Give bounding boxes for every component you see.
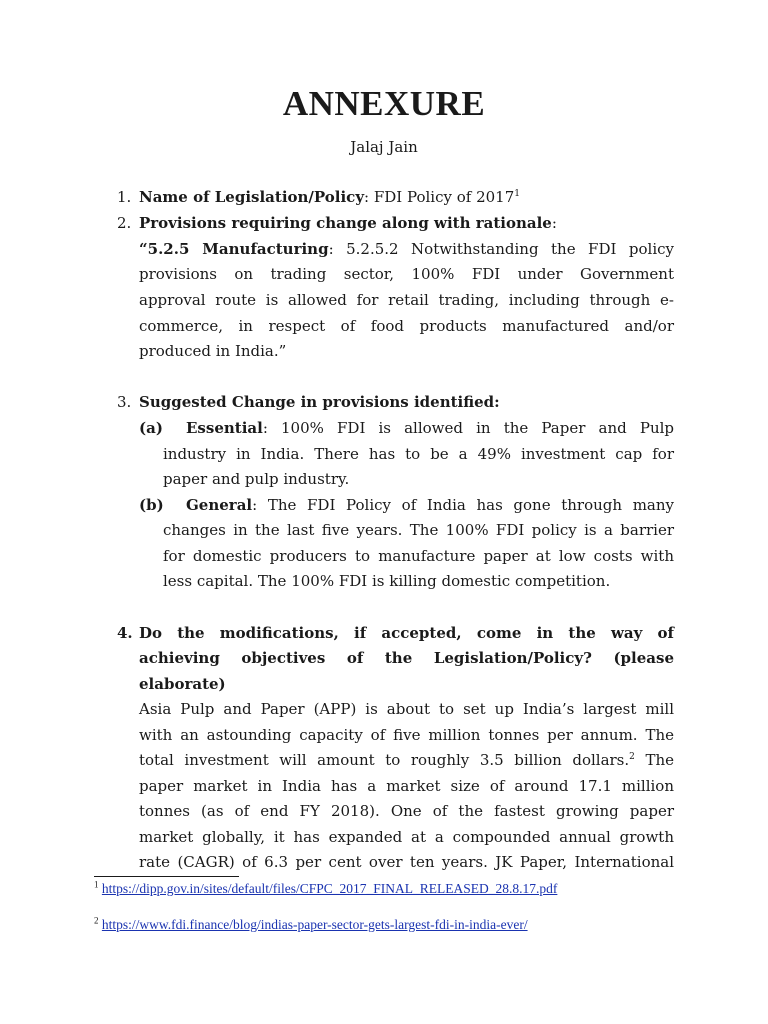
item-4-body-line: Asia Pulp and Paper (APP) is about to set up India’s largest mill	[139, 700, 674, 718]
footnote-2-link[interactable]: https://www.fdi.finance/blog/indias-paper-sector-gets-largest-fdi-in-india-ever/	[101, 917, 528, 932]
item-4-question-line: elaborate)	[139, 675, 226, 693]
item-4-question-line: Do the modifications, if accepted, come in the way of	[139, 624, 674, 642]
item-3a-label: Essential	[186, 419, 263, 437]
item-1-number: 1.	[117, 188, 132, 206]
page-title: ANNEXURE	[282, 84, 486, 123]
footnote-ref-2[interactable]: 2	[629, 752, 635, 762]
item-3b-line: for domestic producers to manufacture paper at low costs with	[163, 547, 674, 565]
item-4-body-line: tonnes (as of end FY 2018). One of the fastest growing paper	[139, 802, 674, 820]
item-2-quote-line: “5.2.5 Manufacturing: 5.2.5.2 Notwithstanding the FDI policy	[139, 240, 674, 258]
item-2-quote-line: produced in India.”	[139, 342, 287, 360]
item-3-heading: Suggested Change in provisions identified:	[139, 393, 500, 411]
item-2-heading: Provisions requiring change along with rationale:	[139, 214, 557, 232]
item-1-value: FDI Policy of 2017	[369, 188, 515, 206]
item-4-body-line: with an astounding capacity of five million tonnes per annum. The	[139, 726, 674, 744]
footnote-1-link[interactable]: https://dipp.gov.in/sites/default/files/CFPC_2017_FINAL_RELEASED_28.8.17.pdf	[101, 881, 558, 896]
item-4-body-line: total investment will amount to roughly 3.5 billion dollars.$^2$ The	[139, 751, 675, 769]
footnote-1-number: 1	[94, 879, 99, 890]
item-2-quote-line: approval route is allowed for retail trading, including through e-	[139, 291, 674, 309]
footnote-2	[94, 917, 528, 933]
item-3a-line: industry in India. There has to be a 49% investment cap for	[163, 445, 674, 463]
item-4-body-line: paper market in India has a market size of around 17.1 million	[139, 777, 674, 795]
footnote-2-number: 2	[94, 915, 99, 926]
footnote-separator	[94, 876, 239, 877]
item-2-quote-label: “5.2.5 Manufacturing	[139, 240, 329, 258]
item-3b-line: less capital. The 100% FDI is killing domestic competition.	[163, 572, 611, 590]
item-1-text: Name of Legislation/Policy: FDI Policy of 2017$^1$	[139, 188, 521, 206]
item-3-number: 3.	[117, 393, 132, 411]
footnote-1	[94, 881, 557, 897]
item-3a-marker: (a)	[139, 419, 163, 437]
item-3a-line: paper and pulp industry.	[163, 470, 350, 488]
author-name: Jalaj Jain	[350, 138, 418, 156]
item-3b-line: General: The FDI Policy of India has gone through many	[186, 496, 674, 514]
item-2-quote-line: commerce, in respect of food products manufactured and/or	[139, 317, 674, 335]
item-4-question-line: achieving objectives of the Legislation/Policy? (please	[139, 649, 674, 667]
item-1-label: Name of Legislation/Policy	[139, 188, 365, 206]
item-2-quote-line: provisions on trading sector, 100% FDI under Government	[139, 265, 674, 283]
item-2-number: 2.	[117, 214, 132, 232]
item-3b-marker: (b)	[139, 496, 164, 514]
item-3a-line: Essential: 100% FDI is allowed in the Paper and Pulp	[186, 419, 674, 437]
item-3b-label: General	[186, 496, 253, 514]
item-4-number: 4.	[117, 624, 133, 642]
item-4-body-line: rate (CAGR) of 6.3 per cent over ten years. JK Paper, International	[139, 853, 674, 871]
footnote-ref-1[interactable]: 1	[514, 189, 521, 199]
item-3b-line: changes in the last five years. The 100% FDI policy is a barrier	[163, 521, 674, 539]
item-4-body-line: market globally, it has expanded at a compounded annual growth	[139, 828, 674, 846]
